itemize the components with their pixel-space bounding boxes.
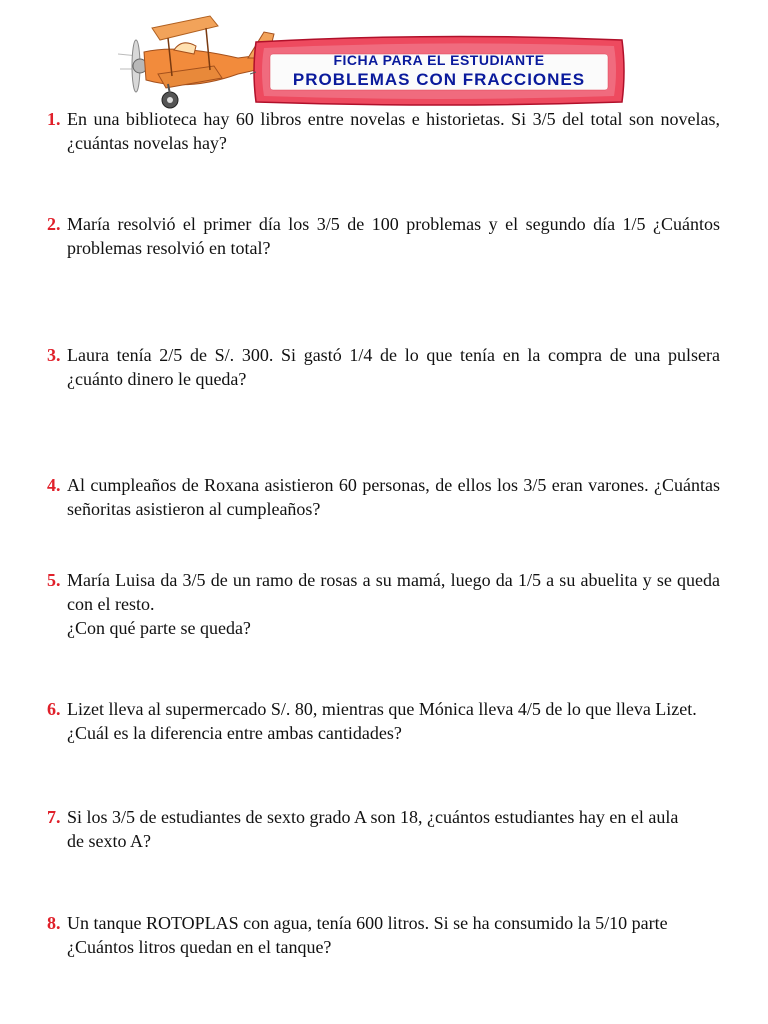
problem-number: 7. <box>47 807 61 827</box>
problem-text: Un tanque ROTOPLAS con agua, tenía 600 litros. Si se ha consumido la 5/10 parte ¿Cuántos litros quedan en el tanque? <box>67 913 668 957</box>
problem-text: Lizet lleva al supermercado S/. 80, mientras que Mónica lleva 4/5 de lo que lleva Lizet. ¿Cuál es la diferencia entre ambas cantidades? <box>67 699 697 743</box>
problem-number: 1. <box>47 109 61 129</box>
problem-number: 2. <box>47 214 61 234</box>
header-title: PROBLEMAS CON FRACCIONES <box>292 70 586 89</box>
problem-item <box>47 107 720 155</box>
problem-number: 8. <box>47 913 61 933</box>
problem-item <box>47 805 720 853</box>
problem-item <box>47 568 720 640</box>
problem-text: Al cumpleaños de Roxana asistieron 60 personas, de ellos los 3/5 eran varones. ¿Cuántas señoritas asistieron al cumpleaños? <box>67 475 720 519</box>
problem-text: Laura tenía 2/5 de S/. 300. Si gastó 1/4 de lo que tenía en la compra de una pulsera ¿cuánto dinero le queda? <box>67 345 720 389</box>
problem-text: En una biblioteca hay 60 libros entre novelas e historietas. Si 3/5 del total son novelas, ¿cuántas novelas hay? <box>67 109 720 153</box>
problem-number: 4. <box>47 475 61 495</box>
title-banner <box>250 34 628 108</box>
problem-item <box>47 343 720 391</box>
problem-text: María resolvió el primer día los 3/5 de 100 problemas y el segundo día 1/5 ¿Cuántos problemas resolvió en total? <box>67 214 720 258</box>
problem-item <box>47 212 720 260</box>
problem-number: 5. <box>47 570 61 590</box>
header-subtitle: FICHA PARA EL ESTUDIANTE <box>333 52 545 68</box>
problem-number: 6. <box>47 699 61 719</box>
problem-question: ¿Con qué parte se queda? <box>67 618 251 638</box>
problem-text: Si los 3/5 de estudiantes de sexto grado A son 18, ¿cuántos estudiantes hay en el aula de sexto A? <box>67 807 679 851</box>
problem-number: 3. <box>47 345 61 365</box>
problem-item <box>47 473 720 521</box>
problem-text: María Luisa da 3/5 de un ramo de rosas a su mamá, luego da 1/5 a su abuelita y se queda con el resto. <box>67 570 720 614</box>
problem-item <box>47 911 720 959</box>
problem-item <box>47 697 720 745</box>
worksheet-header <box>0 0 768 112</box>
